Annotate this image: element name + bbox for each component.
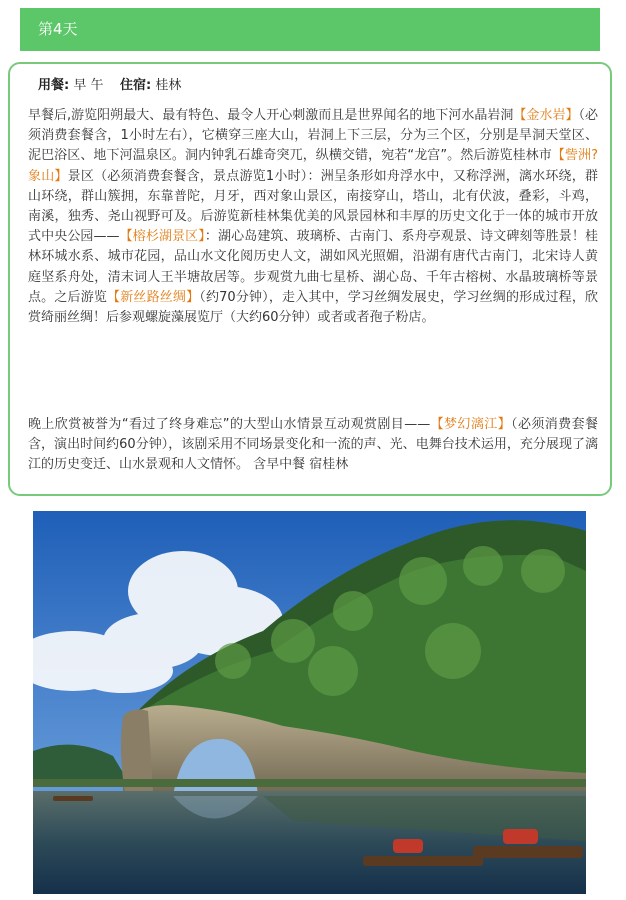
day-label: 第4天: [38, 20, 78, 38]
paragraph-text: （必须消费套餐含，1小时左右），它横穿三座大山，岩洞上下三层，分为三个区，分别是旱洞天堂区、泥巴浴区、地下河温泉区。洞内钟乳石雄奇突兀，纵横交错，宛若“龙宫”。然后游览桂林市: [28, 108, 598, 164]
stay-value: 桂林: [155, 78, 182, 93]
itinerary-paragraph-day: [28, 106, 598, 328]
meal-value: 早 午: [73, 78, 104, 93]
meal-key: 用餐:: [38, 78, 70, 93]
paragraph-text: （必须消费套餐含，演出时间约60分钟），该剧采用不同场景变化和一流的声、光、电舞台技术运用，充分展现了漓江的历史变迁、山水景观和人文情怀。 含早中餐 宿桂林: [28, 417, 598, 473]
itinerary-paragraph-evening: [28, 415, 598, 476]
meals-line: [38, 74, 181, 93]
paragraph-text: 景区（必须消费套餐含，景点游览1小时）：洲呈条形如舟浮水中，又称浮洲，漓水环绕，群山环绕，群山簇拥，东靠普陀，月牙，西对象山景区，南接穿山，塔山，北有伏波，叠彩，斗鸡，南溪，独秀、尧山视野可及。后游览新桂林集优美的风景园林和丰厚的历史文化于一体的城市开放式中央公园——: [28, 168, 598, 245]
highlighted-attraction: 【榕杉湖景区】: [119, 229, 205, 245]
paragraph-text: 晚上欣赏被誉为“看过了终身难忘”的大型山水情景互动观赏剧目——: [28, 417, 431, 432]
highlighted-attraction: 【新丝路丝绸】: [107, 289, 200, 305]
stay-key: 住宿:: [120, 78, 152, 93]
highlighted-attraction: 【梦幻漓江】: [430, 417, 512, 432]
day-header: [20, 8, 600, 51]
scenic-photo-illustration: [33, 511, 586, 894]
elephant-trunk-hill-photo: [33, 511, 586, 894]
highlighted-attraction: 【金水岩】: [513, 108, 579, 123]
paragraph-text: （约70分钟），走入其中，学习丝绸发展史，学习丝绸的形成过程，欣赏绮丽丝绸！后参观螺旋藻展览厅（大约60分钟）或者或者孢子粉店。: [28, 289, 598, 326]
itinerary-card: [8, 62, 612, 496]
highlighted-attraction: 【訾洲?象山】: [28, 148, 598, 184]
paragraph-text: ：湖心岛建筑、玻璃桥、古南门、系舟亭观景、诗文碑刻等胜景！桂林环城水系、城市花园，品山水文化阅历史人文，湖如风光照媚，沿湖有唐代古南门，北宋诗人黄庭坚系舟处，清末词人王半塘故居等。步观赏九曲七星桥、湖心岛、千年古榕树、水晶玻璃桥等景点。之后游览: [28, 229, 598, 305]
paragraph-text: 早餐后,游览阳朔最大、最有特色、最令人开心刺激而且是世界闻名的地下河水晶岩洞: [28, 108, 514, 123]
